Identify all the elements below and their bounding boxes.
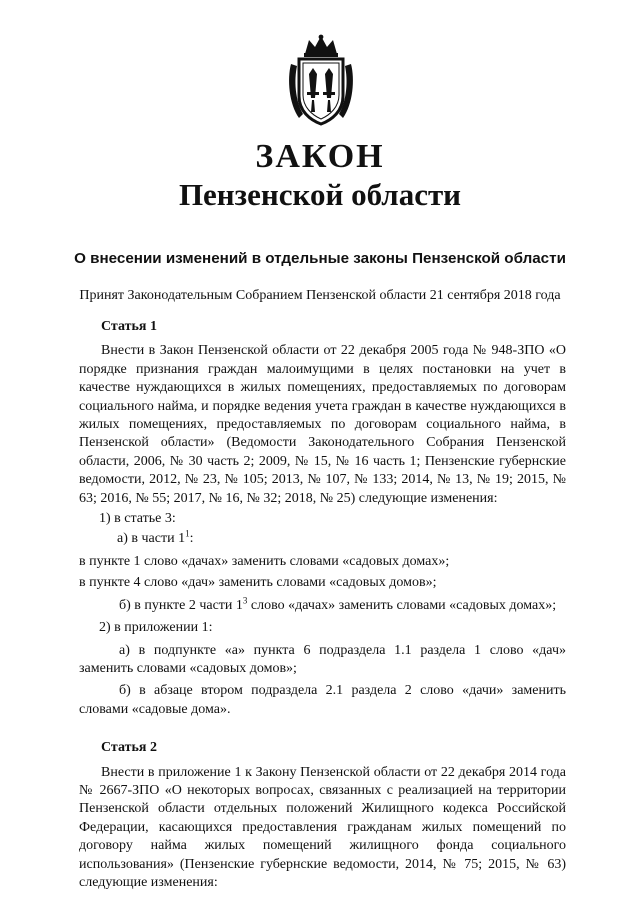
article-1-item-1a: а) в части $1^1$:	[117, 528, 194, 547]
law-body	[79, 318, 566, 892]
adoption-line: Принят Законодательным Собранием Пензенской области 21 сентября 2018 года	[79, 288, 561, 303]
article-2-intro: Внести в приложение 1 к Закону Пензенской области от 22 декабря 2014 года № 2667-ЗПО «О некоторых вопросах, связанных с реализацией на территории Пензенской области отдельных положений Жилищного кодекса Российской Федерации, касающихся предоставления гражданам жилых помещений по договору найма жилых помещений жилищного фонда социального использования» (Пензенские губернские ведомости, 2014, № 75; 2015, № 63) следующие изменения:	[79, 764, 566, 890]
article-gap	[79, 723, 566, 739]
penza-coat-of-arms-icon	[287, 34, 355, 126]
article-1-intro: Внести в Закон Пензенской области от 22 декабря 2005 года № 948-ЗПО «О порядке признания граждан малоимущими в целях постановки на учет в качестве нуждающихся в жилых помещениях, предоставляемых по договорам социального найма, и порядке ведения учета граждан в качестве нуждающихся в жилых помещениях, предоставляемых по договорам социального найма, в Пензенской области» (Ведомости Законодательного Собрания Пензенской области, 2006, № 30 часть 2; 2009, № 15, № 16 часть 1; Пензенские губернские ведомости, 2012, № 23, № 105; 2013, № 107, № 133; 2014, № 13, № 19; 2015, № 63; 2016, № 55; 2017, № 16, № 32; 2018, № 25) следующие изменения:	[79, 343, 566, 506]
law-region: Пензенской области	[178, 177, 462, 212]
article-1-item-2: 2) в приложении 1:	[99, 620, 213, 636]
law-title: ЗАКОН	[255, 138, 385, 175]
law-subject: О внесении изменений в отдельные законы Пензенской области	[74, 250, 566, 267]
article-1-item-2a: а) в подпункте «а» пункта 6 подраздела 1.1 раздела 1 слово «дач» заменить словами «садовых домов»;	[79, 642, 566, 676]
article-2-heading: Статья 2	[101, 740, 157, 756]
article-1-item-1: 1) в статье 3:	[99, 511, 176, 527]
article-1-heading: Статья 1	[101, 319, 157, 334]
article-1-line-p4: в пункте 4 слово «дач» заменить словами «садовых домов»;	[79, 575, 437, 591]
article-1-item-2b: б) в абзаце втором подраздела 2.1 раздела 2 слово «дачи» заменить словами «садовые дома».	[79, 683, 566, 717]
article-1-line-p1: в пункте 1 слово «дачах» заменить словами «садовых домах»;	[79, 553, 450, 569]
article-1-item-1b: б) в пункте 2 части $1^3$ слово «дачах» заменить словами «садовых домах»;	[119, 595, 557, 613]
